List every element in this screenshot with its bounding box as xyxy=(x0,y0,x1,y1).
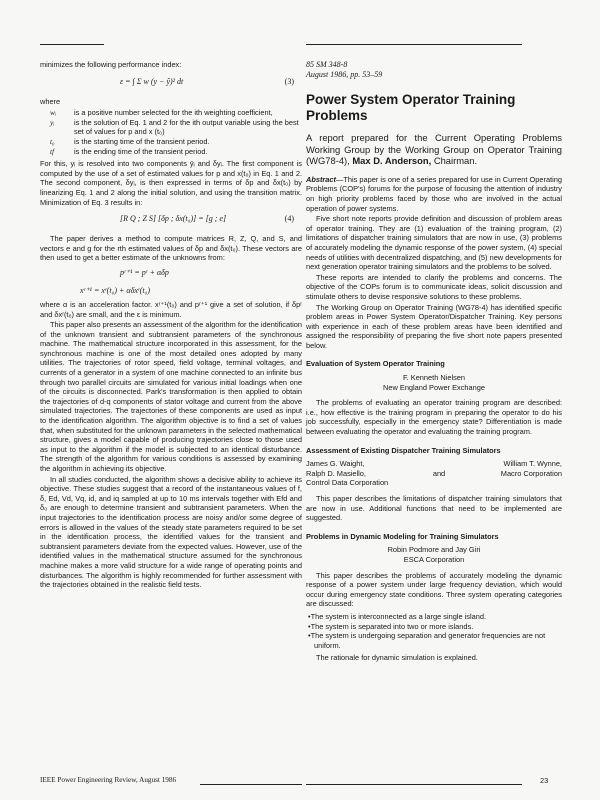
author-line: Macro Corporation xyxy=(500,468,562,478)
author-line: William T. Wynne, xyxy=(503,459,562,469)
definition-symbol: tf xyxy=(50,146,55,156)
paragraph-derives: The paper derives a method to compute matrices R, Z, Q, and S, and vectors e and g for the rth estimated values of δp and δx(t₀). These vectors are then used to get a better estimate of the unknowns from: xyxy=(40,234,302,263)
equation-4-number: (4) xyxy=(284,214,294,224)
left-intro: minimizes the following performance index: xyxy=(40,60,182,69)
author-line: Control Data Corporation xyxy=(306,478,389,488)
section-2-authors-left xyxy=(306,459,416,488)
equation-6 xyxy=(40,282,302,300)
equation-3 xyxy=(40,71,302,97)
section-2-text: This paper describes the limitations of dispatcher training simulators that are now in use. Additional functions that need to be implemented are suggested. xyxy=(306,494,562,523)
bullet-item: • The system is separated into two or more islands. xyxy=(314,622,562,632)
section-1-author: F. Kenneth Nielsen xyxy=(402,373,466,383)
journal-footer: IEEE Power Engineering Review, August 1986 xyxy=(40,776,177,784)
equation-4-body: [R Q ; Z S] [δp ; δx(t₀)] = [g ; e] xyxy=(120,214,227,224)
paragraph-reports: These reports are intended to clarify the problems and concerns. The objective of the COPs forum is to communicate ideas, solicit discussion and stimulate others to devise responsive solutions to these problems. xyxy=(306,272,562,301)
definition-item xyxy=(40,118,302,137)
bullet-item: • The system is undergoing separation and generator frequencies are not uniform. xyxy=(314,631,562,650)
section-3-bullet-list xyxy=(306,612,562,650)
author-line: James G. Waight, xyxy=(306,459,365,469)
section-1-text: The problems of evaluating an operator training program are described: i.e., how effective is the training program in preparing the operator to do his job successfully, especially in the emergency state? Differentiation is made between evaluating the operator and evaluating the training program. xyxy=(306,398,562,437)
paper-reference-code: 85 SM 348-8 xyxy=(306,60,348,69)
section-2-title: Assessment of Existing Dispatcher Training Simulators xyxy=(306,445,501,455)
intro-text: A report prepared for the Current Operating Problems Working Group by the Working Group on Operator Training (WG78-4), xyxy=(306,132,562,167)
article-intro xyxy=(306,132,562,167)
definition-item xyxy=(40,137,302,147)
equation-3-body: ε = ∫ Σ w (y − ŷ)² dt xyxy=(120,76,184,86)
where-label: where xyxy=(40,96,61,106)
definition-list xyxy=(40,108,302,156)
author-line: Ralph D. Masiello, xyxy=(306,468,366,478)
definition-text: is the starting time of the transient period. xyxy=(74,136,210,146)
paragraph-studies: In all studies conducted, the algorithm shows a decisive ability to achieve its objective. These studies suggest that a record of the instantaneous values of f, δ, Ed, Vd, Vq, id, and iq sampled at up to 10 ms intervals together with Efd and δ₀ are enough to determine transient and subtransient parameters. When the input trajectories to the identification process are noisy and/or some degree of errors is allowed in the values of the steady state parameters required to be set in the identification process, the identified values for the transient and subtransient parameters deviate from the expected values. However, use of the identified values in the mathematical structure assumed for the synchronous machine makes a more valid structure for a wide range of operating points and disturbances. The algorithm is highly recommended for further assessment with the trajectories obtained in the realistic field tests. xyxy=(40,474,302,590)
definition-item xyxy=(40,108,302,118)
section-3-rationale: The rationale for dynamic simulation is explained. xyxy=(316,653,478,663)
paragraph-working-group: The Working Group on Operator Training (WG78-4) has identified specific problem areas in Power System Operator/Dispatcher Training. Key persons with experience in each of these problem areas have been identified and assigned the responsibility of preparing the five short note papers presented below. xyxy=(306,302,562,350)
definition-item xyxy=(40,147,302,157)
paper-reference-date: August 1986, pp. 53–59 xyxy=(306,70,383,79)
paragraph-where-alpha: where α is an acceleration factor. xʳ⁺¹(t₀) and pʳ⁺¹ give a set of solution, if δpʳ and δxʳ(t₀) are small, and the ε is minimum. xyxy=(40,299,302,319)
intro-author: Max D. Anderson, xyxy=(352,155,432,167)
left-column xyxy=(40,60,302,591)
abstract-label: Abstract xyxy=(306,174,336,184)
section-2-authors-right xyxy=(462,459,562,488)
top-rule-left xyxy=(40,44,104,45)
footer-rule-left xyxy=(200,784,302,785)
section-3-title: Problems in Dynamic Modeling for Training Simulators xyxy=(306,531,499,541)
bullet-item: • The system is interconnected as a large single island. xyxy=(314,612,562,622)
section-2-authors xyxy=(306,459,562,488)
equation-5-body: pʳ⁺¹ = pʳ + αδp xyxy=(120,267,169,277)
top-rule-right xyxy=(306,44,522,45)
section-3-author: Robin Podmore and Jay Giri xyxy=(387,545,481,555)
paragraph-assessment: This paper also presents an assessment of the algorithm for the identification of the unknown transient and subtransient parameters of the synchronous machine. The mathematical structure incorporated in this assessment, for the synchronous machine is one of the most detailed ones adopted by many utilities. The trajectories of rotor speed, field voltage, terminal voltages, and currents of a generator in a system of one machine connected to an infinite bus through two parallel circuits are simulated for various initial loadings when one of the circuits is disconnected. Park's transformation is then applied to obtain the trajectories of d-q components of stator voltage and current from the above simulated trajectories. The trajectories of these components are used as input to the identification algorithm. The algorithm objective is to find a set of values that, when substituted for the unknown parameters in the selected mathematical structure, gives a model capable of producing trajectories close to those used as input to the algorithm if the model is subjected to an identical disturbance. The strength of the algorithm for various conditions is assessed by examining the algorithm in achieving its objective. xyxy=(40,320,302,473)
definition-symbol: wᵢ xyxy=(50,108,57,118)
abstract-paragraph xyxy=(306,175,562,213)
paragraph-components: For this, yᵢ is resolved into two components ȳᵢ and δyᵢ. The first component is computed by the use of a set of estimated values for p and x(t₀) in Eq. 1 and 2. The second component, δyᵢ, is then expressed in terms of δp and δx(t₀) by linearizing Eq. 1 and 2 along the initial solution, and using the transition matrix. Minimization of Eq. 3 results in: xyxy=(40,159,302,207)
section-2-and: and xyxy=(432,468,446,478)
article-title: Power System Operator Training Problems xyxy=(306,92,516,123)
abstract-text: —This paper is one of a series prepared for use in Current Operating Problems (COP's) forums for the purpose of focusing the attention of industry on high priority problems faced by those who are involved in the actual operation of power systems. xyxy=(306,174,562,213)
section-3-text: This paper describes the problems of accurately modeling the dynamic response of a power system under large frequency deviation, which would occur during emergency state conditions. Three system operating categories are discussed: xyxy=(306,570,562,609)
right-column xyxy=(306,60,562,664)
equation-6-body: xʳ⁺¹ = xʳ(t₀) + αδxʳ(t₀) xyxy=(80,285,150,295)
page-number: 23 xyxy=(540,776,549,785)
section-1-title: Evaluation of System Operator Training xyxy=(306,359,445,369)
equation-5 xyxy=(40,264,302,282)
equation-4 xyxy=(40,208,302,234)
definition-text: is the ending time of the transient period. xyxy=(74,146,208,156)
section-1-org: New England Power Exchange xyxy=(383,382,485,392)
intro-role: Chairman. xyxy=(433,155,478,167)
definition-symbol: yᵢ xyxy=(50,117,55,127)
paragraph-five-reports: Five short note reports provide definition and discussion of problem areas of operator training. They are (1) evaluation of the training program, (2) limitations of dispatcher training simulators that are now in use, (3) problems of accurately modeling the dynamic response of the power system, (4) special needs of utilities with decentralized dispatching, and (5) new developments for next generation operator training simulators and the problems to be solved. xyxy=(306,214,562,272)
definition-symbol: t₀ xyxy=(50,136,55,146)
section-3-org: ESCA Corporation xyxy=(403,554,465,564)
definition-text: is the solution of Eq. 1 and 2 for the ith output variable using the best set of values for p and x (t₀) xyxy=(74,117,299,137)
equation-3-number: (3) xyxy=(284,76,294,86)
definition-text: is a positive number selected for the ith weighting coefficient, xyxy=(74,108,273,118)
footer-rule-right xyxy=(306,784,522,785)
